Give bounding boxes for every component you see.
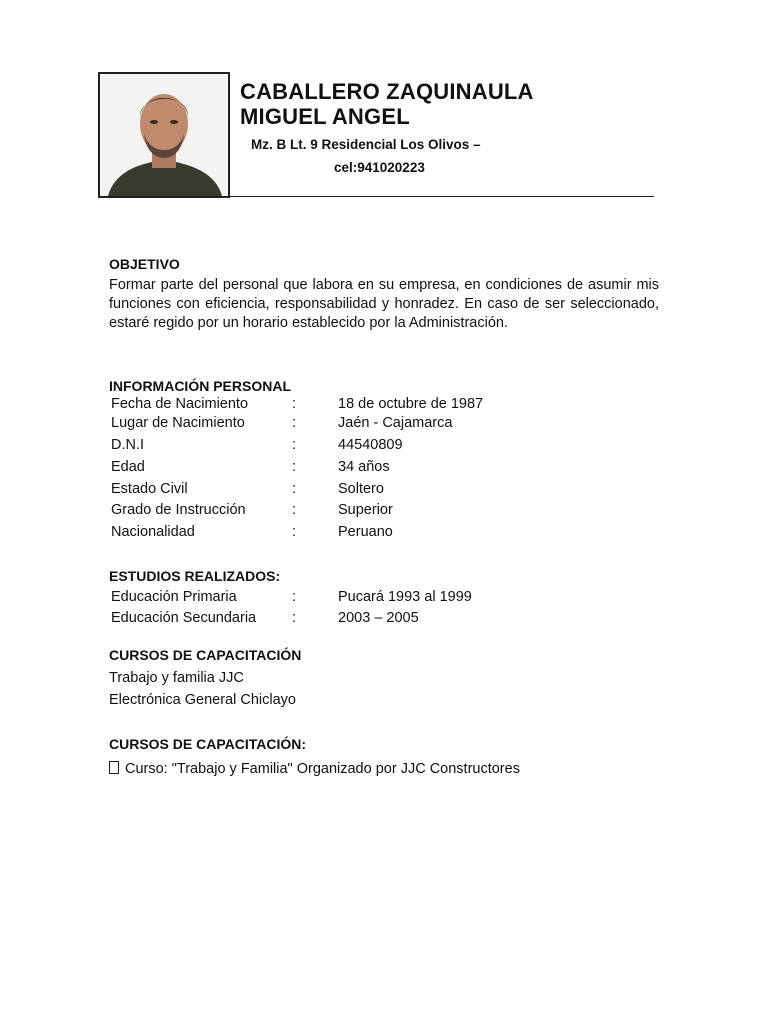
row-value: Jaén - Cajamarca <box>338 415 453 431</box>
personal-info-row <box>111 481 611 501</box>
row-value: Superior <box>338 502 393 518</box>
address: Mz. B Lt. 9 Residencial Los Olivos – <box>251 137 481 152</box>
bullet-box-icon <box>109 761 119 774</box>
row-value: Pucará 1993 al 1999 <box>338 589 472 605</box>
studies-row <box>111 589 611 609</box>
row-label: Educación Secundaria <box>111 610 257 626</box>
row-label: Educación Primaria <box>111 589 237 605</box>
row-separator: : <box>292 502 297 518</box>
name-line-2: MIGUEL ANGEL <box>240 104 410 129</box>
row-separator: : <box>292 610 297 626</box>
person-portrait-icon <box>100 74 228 196</box>
row-value: 2003 – 2005 <box>338 610 419 626</box>
row-value: Soltero <box>338 481 384 497</box>
row-value: 44540809 <box>338 437 403 453</box>
course-item <box>109 761 520 777</box>
personal-info-row <box>111 396 611 416</box>
row-label: Lugar de Nacimiento <box>111 415 245 431</box>
row-value: 34 años <box>338 459 390 475</box>
studies-row <box>111 610 611 630</box>
course-item: Trabajo y familia JJC <box>109 670 244 686</box>
candidate-name <box>240 79 534 129</box>
courses-heading-2: CURSOS DE CAPACITACIÓN: <box>109 736 307 752</box>
personal-info-row <box>111 459 611 479</box>
objective-heading: OBJETIVO <box>109 256 180 272</box>
objective-text: Formar parte del personal que labora en su empresa, en condiciones de asumir mis funciones con eficiencia, responsabilidad y honradez. En caso de ser seleccionado, estaré regido por un horario establecido por la Administración. <box>109 277 659 331</box>
personal-info-row <box>111 415 611 435</box>
row-value: 18 de octubre de 1987 <box>338 396 484 412</box>
row-separator: : <box>292 459 297 475</box>
header-divider <box>112 196 654 197</box>
row-label: Fecha de Nacimiento <box>111 396 249 412</box>
personal-info-row <box>111 437 611 457</box>
row-label: Edad <box>111 459 145 475</box>
personal-info-row <box>111 524 611 544</box>
personal-info-heading: INFORMACIÓN PERSONAL <box>109 378 291 394</box>
name-line-1: CABALLERO ZAQUINAULA <box>240 79 534 104</box>
row-label: D.N.I <box>111 437 145 453</box>
profile-photo <box>98 72 230 198</box>
studies-heading: ESTUDIOS REALIZADOS: <box>109 568 281 584</box>
row-separator: : <box>292 481 297 497</box>
row-label: Grado de Instrucción <box>111 502 246 518</box>
row-label: Estado Civil <box>111 481 188 497</box>
courses-heading: CURSOS DE CAPACITACIÓN <box>109 647 302 663</box>
row-separator: : <box>292 524 297 540</box>
phone-number: cel:941020223 <box>334 160 425 175</box>
row-value: Peruano <box>338 524 393 540</box>
course-item: Electrónica General Chiclayo <box>109 692 296 708</box>
row-separator: : <box>292 437 297 453</box>
row-separator: : <box>292 396 297 412</box>
personal-info-row <box>111 502 611 522</box>
row-separator: : <box>292 415 297 431</box>
row-label: Nacionalidad <box>111 524 195 540</box>
course-item-text: Curso: "Trabajo y Familia" Organizado por JJC Constructores <box>125 761 520 777</box>
row-separator: : <box>292 589 297 605</box>
